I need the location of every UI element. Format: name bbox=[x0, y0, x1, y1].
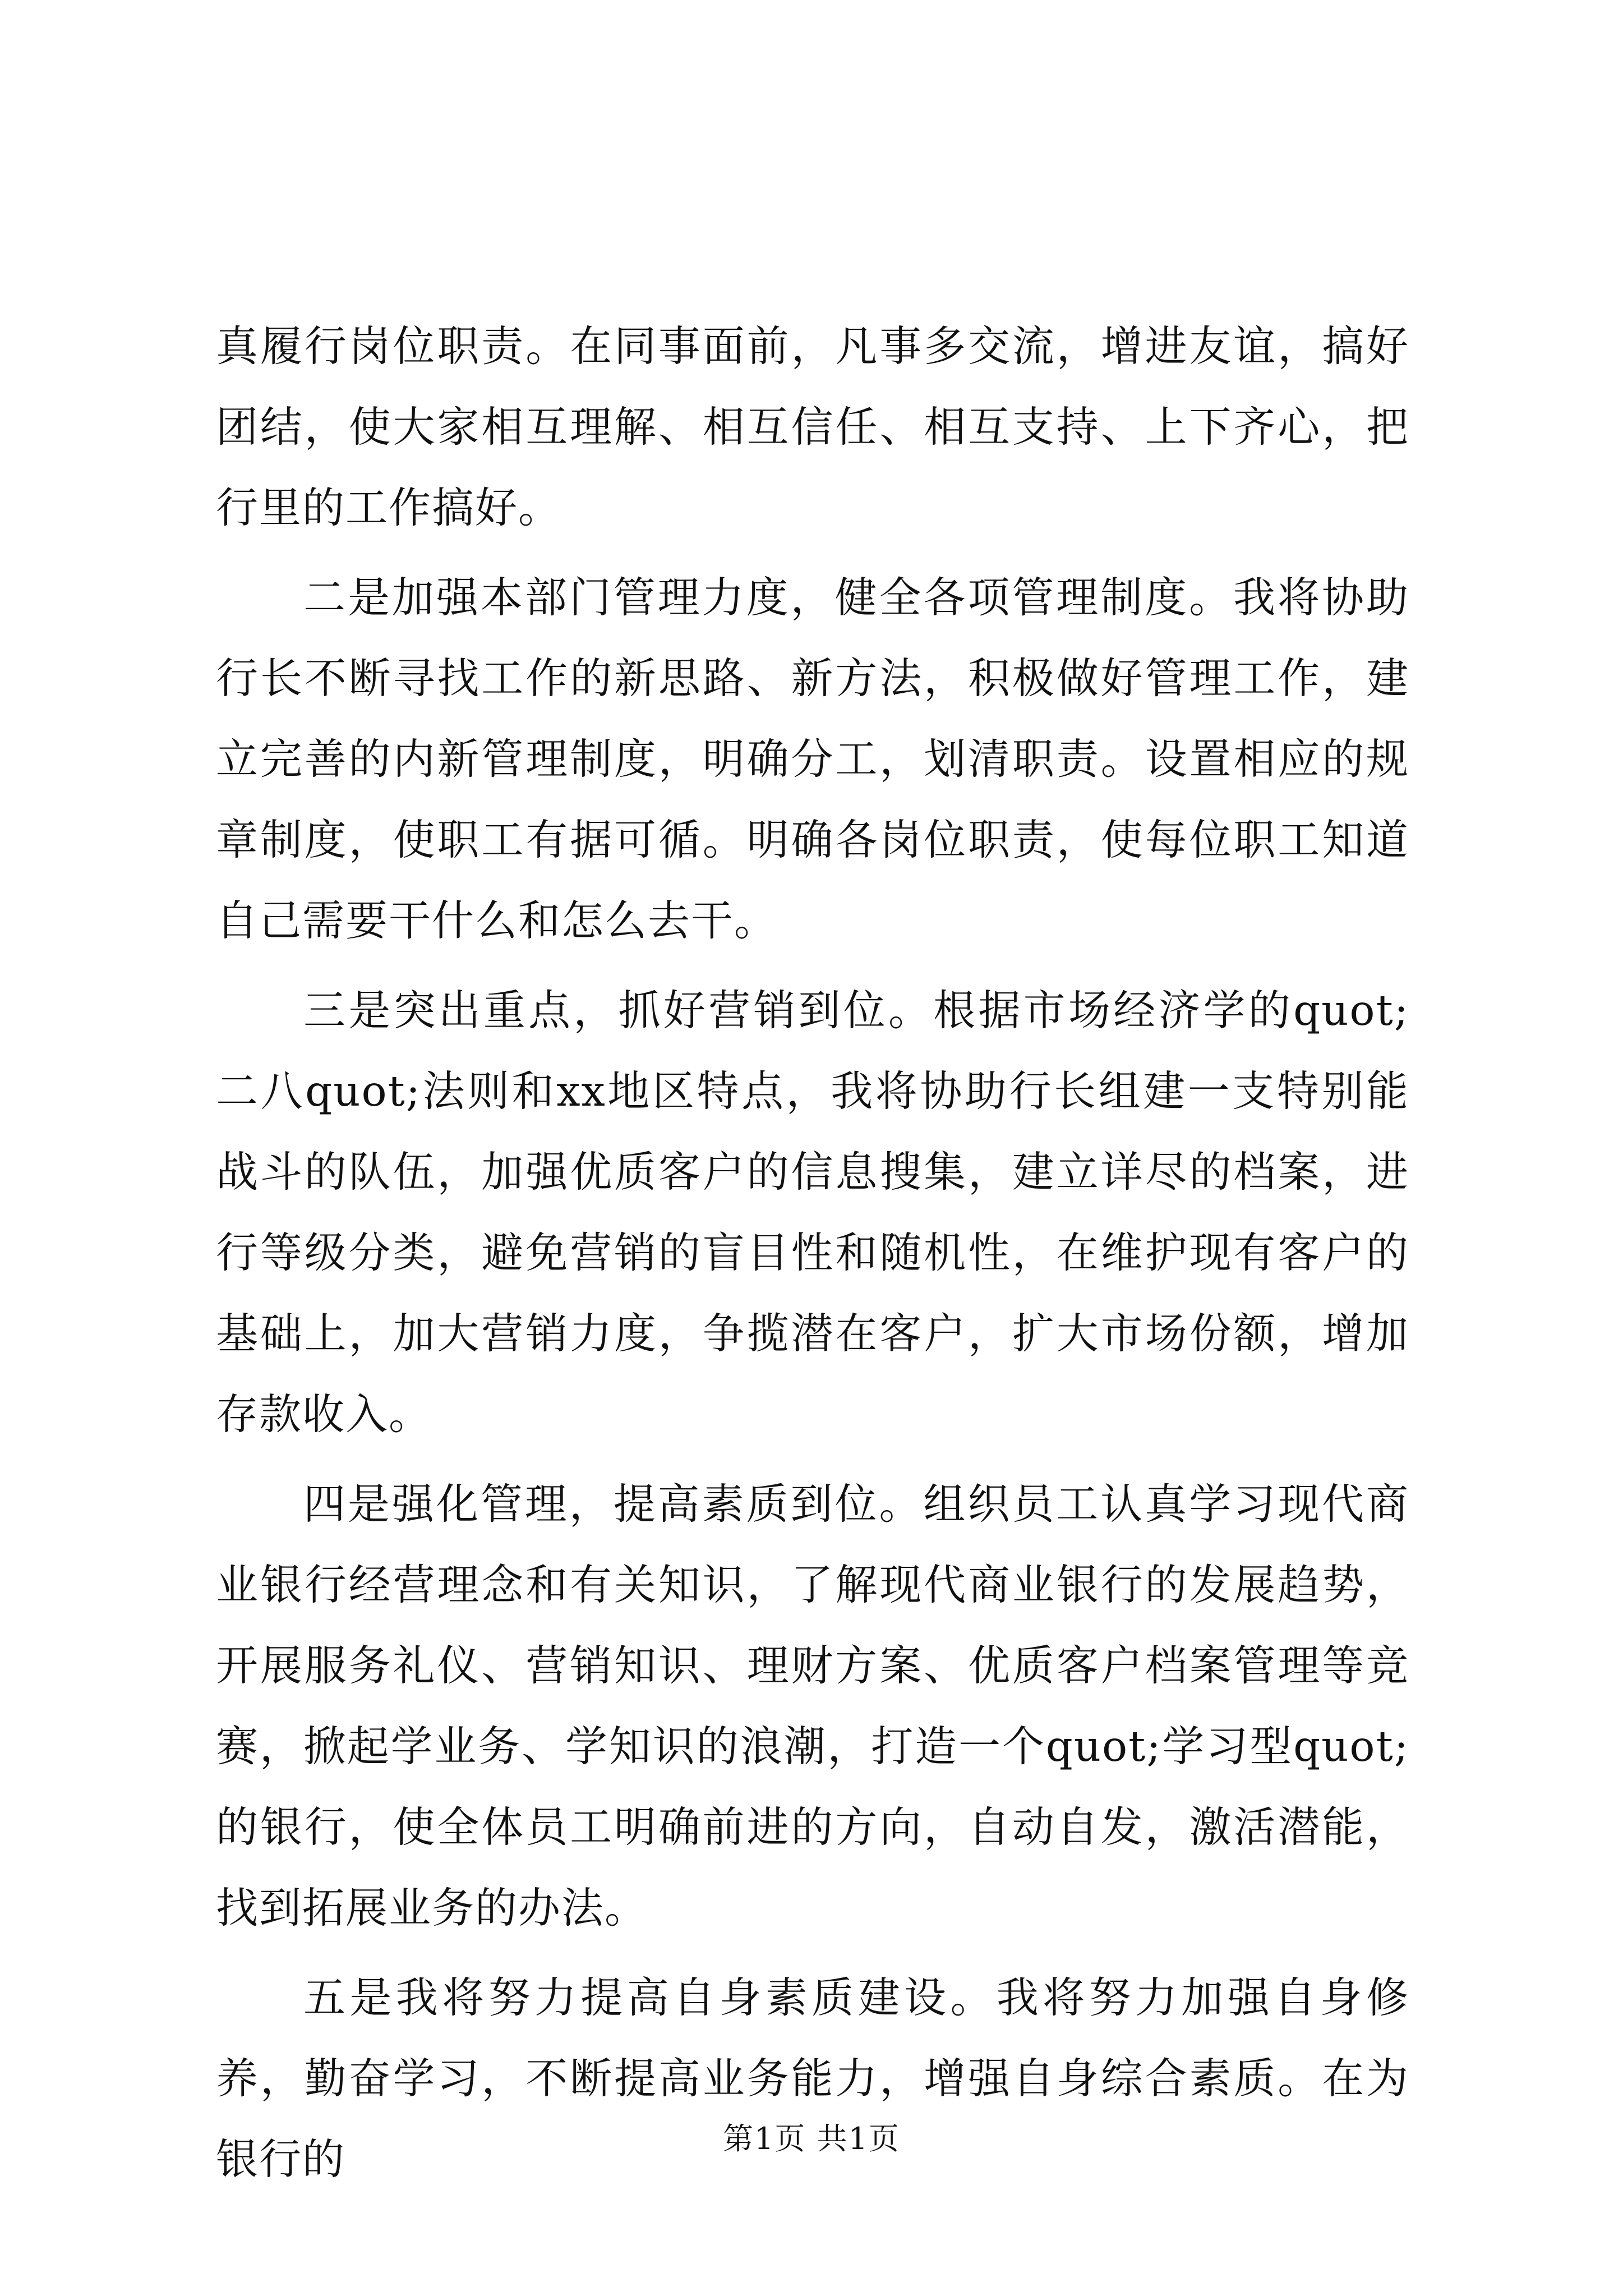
paragraph-continuation: 真履行岗位职责。在同事面前，凡事多交流，增进友谊，搞好团结，使大家相互理解、相互信任、相互支持、上下齐心，把行里的工作搞好。 bbox=[216, 321, 1409, 532]
paragraph-point-three: 三是突出重点，抓好营销到位。根据市场经济学的quot;二八quot;法则和xx地区特点，我将协助行长组建一支特别能战斗的队伍，加强优质客户的信息搜集，建立详尽的档案，进行等级分类，避免营销的盲目性和随机性，在维护现有客户的基础上，加大营销力度，争揽潜在客户，扩大市场份额，增加存款收入。 bbox=[216, 986, 1409, 1439]
document-body bbox=[216, 306, 1409, 2200]
paragraph-point-four: 四是强化管理，提高素质到位。组织员工认真学习现代商业银行经营理念和有关知识，了解现代商业银行的发展趋势，开展服务礼仪、营销知识、理财方案、优质客户档案管理等竞赛，掀起学业务、学知识的浪潮，打造一个quot;学习型quot;的银行，使全体员工明确前进的方向，自动自发，激活潜能，找到拓展业务的办法。 bbox=[216, 1479, 1409, 1932]
paragraph-point-five: 五是我将努力提高自身素质建设。我将努力加强自身修养，勤奋学习，不断提高业务能力，增强自身综合素质。在为银行的 bbox=[216, 1973, 1409, 2184]
paragraph-point-two: 二是加强本部门管理力度，健全各项管理制度。我将协助行长不断寻找工作的新思路、新方法，积极做好管理工作，建立完善的内新管理制度，明确分工，划清职责。设置相应的规章制度，使职工有据可循。明确各岗位职责，使每位职工知道自己需要干什么和怎么去干。 bbox=[216, 573, 1409, 945]
page-footer: 第1页 共1页 bbox=[723, 2121, 900, 2156]
